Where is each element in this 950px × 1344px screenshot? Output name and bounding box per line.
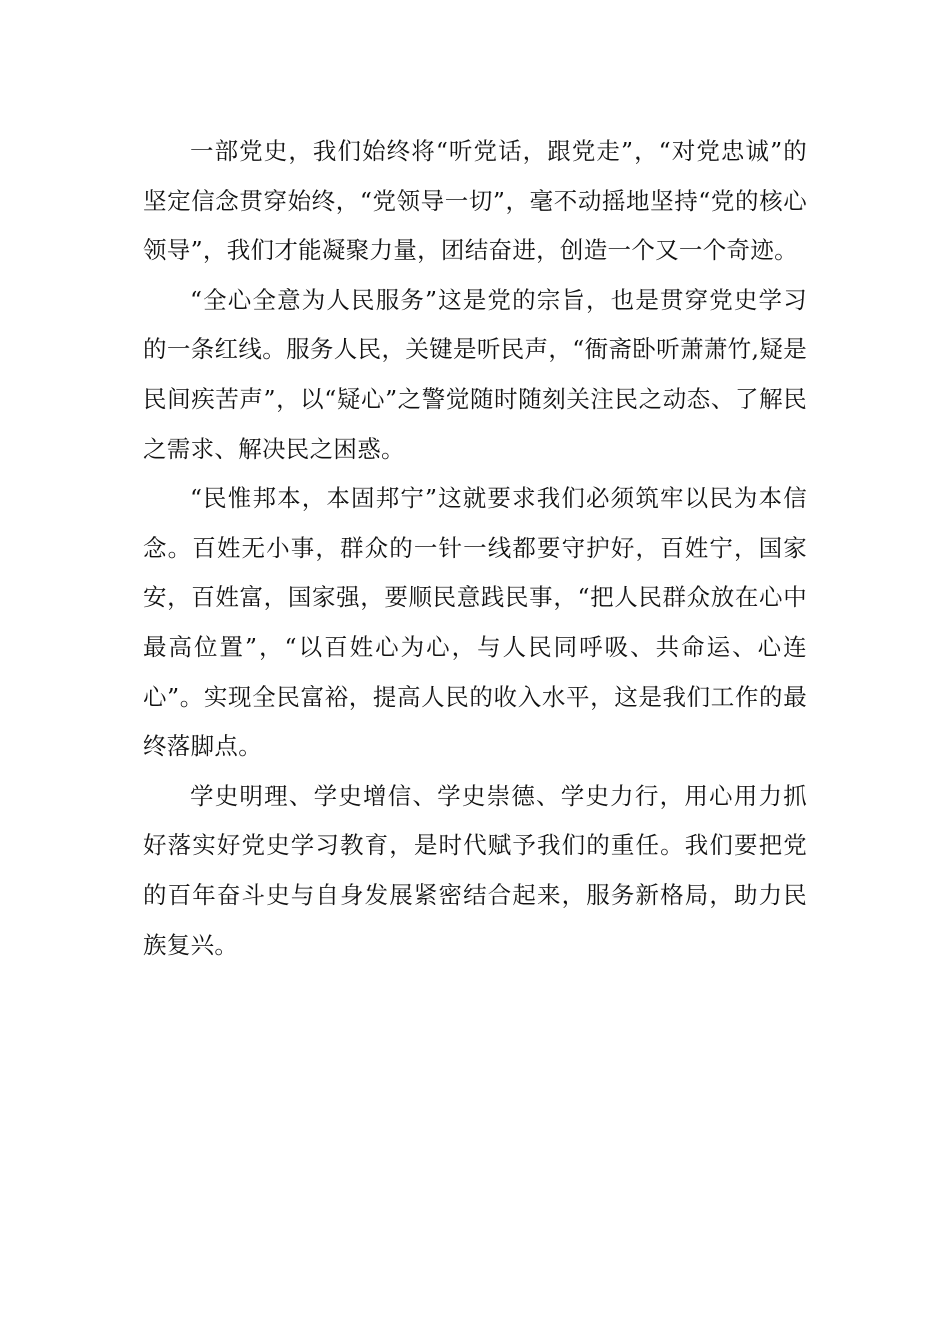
paragraph-4: 学史明理、学史增信、学史崇德、学史力行，用心用力抓好落实好党史学习教育，是时代赋予我们的重任。我们要把党的百年奋斗史与自身发展紧密结合起来，服务新格局，助力民族复兴。 (143, 781, 807, 959)
paragraph-3: “民惟邦本，本固邦宁”这就要求我们必须筑牢以民为本信念。百姓无小事，群众的一针一线都要守护好，百姓宁，国家安，百姓富，国家强，要顺民意践民事，“把人民群众放在心中最高位置”，“以百姓心为心，与人民同呼吸、共命运、心连心”。实现全民富裕，提高人民的收入水平，这是我们工作的最终落脚点。 (143, 484, 807, 761)
paragraph-2: “全心全意为人民服务”这是党的宗旨，也是贯穿党史学习的一条红线。服务人民，关键是听民声，“衙斋卧听萧萧竹,疑是民间疾苦声”，以“疑心”之警觉随时随刻关注民之动态、了解民之需求、解决民之困惑。 (143, 285, 807, 463)
document-body (143, 127, 807, 970)
paragraph-1: 一部党史，我们始终将“听党话，跟党走”，“对党忠诚”的坚定信念贯穿始终，“党领导一切”，毫不动摇地坚持“党的核心领导”，我们才能凝聚力量，团结奋进，创造一个又一个奇迹。 (143, 137, 807, 265)
